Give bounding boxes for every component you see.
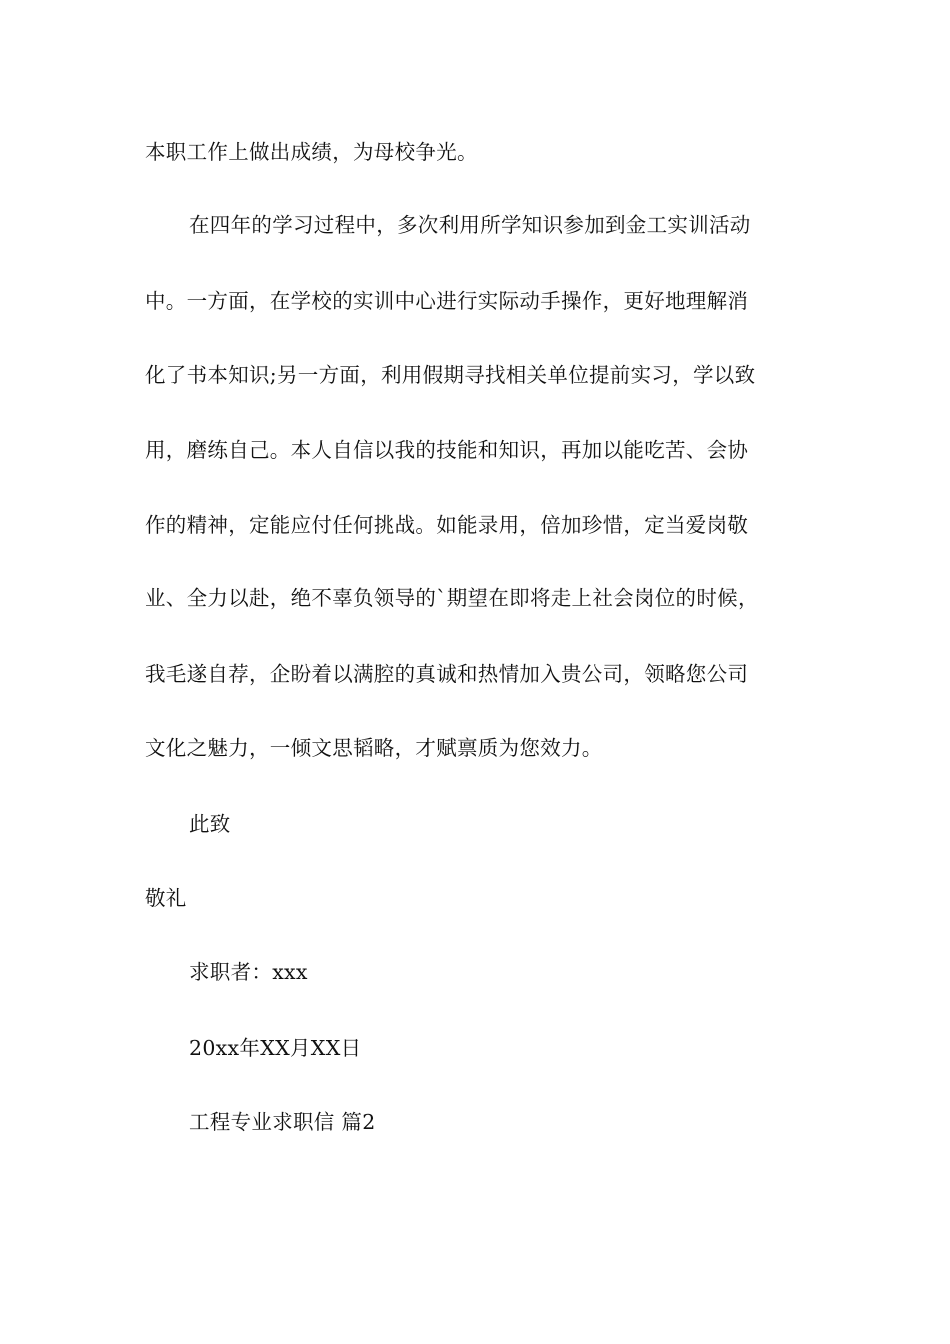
- paragraph-line: 作的精神，定能应付任何挑战。如能录用，倍加珍惜，定当爱岗敬: [145, 513, 749, 537]
- section-heading: 工程专业求职信 篇2: [189, 1110, 376, 1134]
- paragraph-line: 本职工作上做出成绩，为母校争光。: [145, 140, 478, 164]
- paragraph-line: 化了书本知识;另一方面，利用假期寻找相关单位提前实习，学以致: [145, 363, 756, 387]
- paragraph-line: 我毛遂自荐，企盼着以满腔的真诚和热情加入贵公司，领略您公司: [145, 662, 749, 686]
- closing-salutation: 此致: [189, 812, 231, 836]
- closing-regards: 敬礼: [145, 886, 187, 910]
- paragraph-line: 在四年的学习过程中，多次利用所学知识参加到金工实训活动: [189, 213, 751, 237]
- signature-applicant: 求职者：xxx: [189, 960, 308, 984]
- paragraph-line: 业、全力以赴，绝不辜负领导的`期望在即将走上社会岗位的时候，: [145, 586, 759, 610]
- paragraph-line: 中。一方面，在学校的实训中心进行实际动手操作，更好地理解消: [145, 289, 749, 313]
- signature-date: 20xx年XX月XX日: [189, 1036, 362, 1060]
- paragraph-line: 用，磨练自己。本人自信以我的技能和知识，再加以能吃苦、会协: [145, 438, 749, 462]
- paragraph-line: 文化之魅力，一倾文思韬略，才赋禀质为您效力。: [145, 736, 603, 760]
